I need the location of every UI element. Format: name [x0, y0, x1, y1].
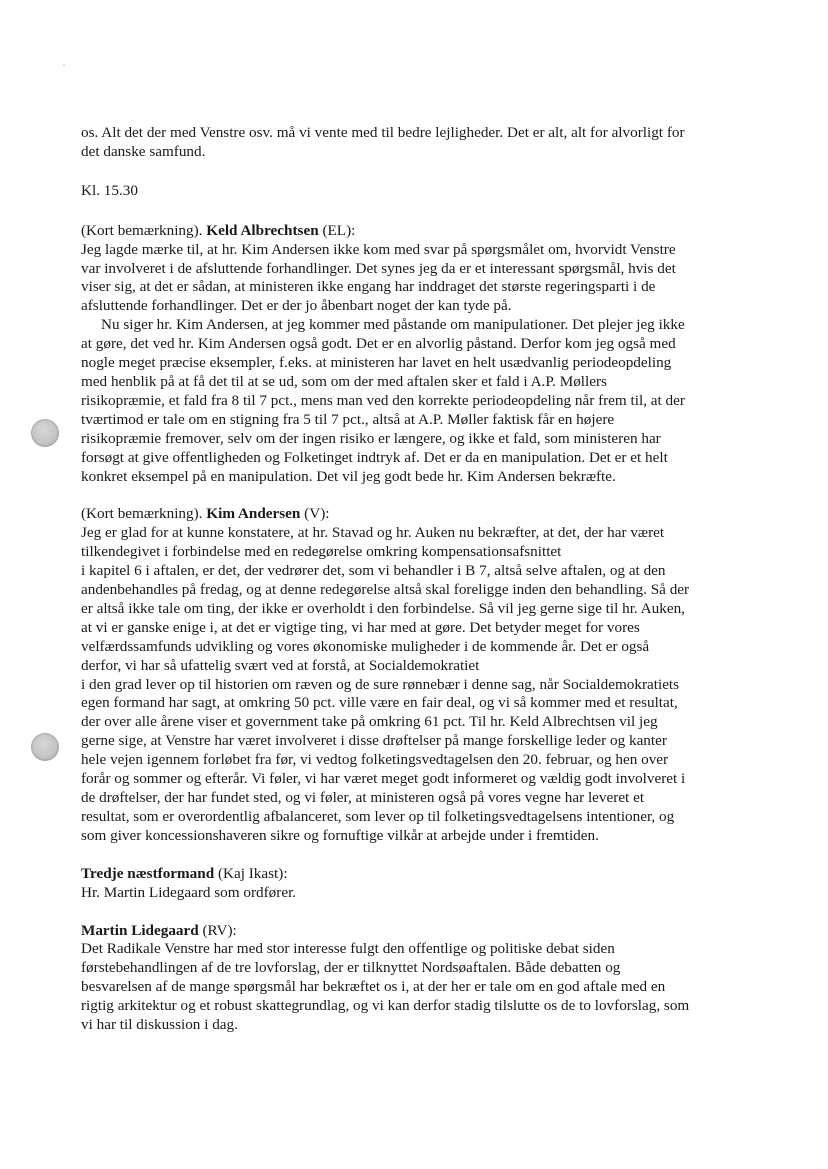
- punch-hole: [31, 733, 59, 761]
- speaker-name: Kim Andersen: [206, 505, 301, 523]
- text-line: velfærdssamfunds udvikling og vores økonomiske muligheder i de kommende år. Det er også: [81, 637, 650, 655]
- text-line: Nu siger hr. Kim Andersen, at jeg kommer med påstande om manipulationer. Det plejer jeg ikke: [101, 316, 685, 334]
- text-line: Jeg er glad for at kunne konstatere, at hr. Stavad og hr. Auken nu bekræfter, at det, der har været: [81, 524, 665, 542]
- punch-hole: [31, 419, 59, 447]
- text-line: os. Alt det der med Venstre osv. må vi vente med til bedre lejligheder. Det er alt, alt for alvorligt for: [81, 124, 685, 141]
- speaker-party: (EL):: [318, 221, 356, 239]
- text-line: nogle meget præcise eksempler, f.eks. at ministeren har lavet en helt usædvanlig periodeopdeling: [81, 354, 672, 372]
- text-line: de drøftelser, der har fundet sted, og vi føler, at ministeren også på vores vegne har leveret et: [81, 789, 645, 806]
- text-line: vi har til diskussion i dag.: [81, 1016, 238, 1034]
- text-line: gerne sige, at Venstre har været involveret i disse drøftelser på mange forskellige leder og kanter: [81, 732, 667, 750]
- scan-speck: [63, 64, 65, 66]
- remark-prefix: (Kort bemærkning).: [81, 221, 207, 239]
- speaker-party: (V):: [300, 505, 330, 523]
- text-line: der over alle årene viser et government take på omkring 61 pct. Til hr. Keld Albrechtsen vil jeg: [81, 713, 658, 731]
- text-line: Hr. Martin Lidegaard som ordfører.: [81, 883, 297, 901]
- text-line: andenbehandles på fredag, og at denne redegørelse altså skal foreligge inden den behandling. Så der: [81, 581, 690, 599]
- text-line: hele vejen igennem forløbet fra før, vi vedtog folketingsvedtagelsen den 20. februar, og hen over: [81, 751, 669, 769]
- text-line: derfor, vi har så ufattelig svært ved at forstå, at Socialdemokratiet: [81, 656, 480, 674]
- text-line: Det Radikale Venstre har med stor interesse fulgt den offentlige og politiske debat siden: [81, 940, 615, 958]
- text-line: Jeg lagde mærke til, at hr. Kim Andersen ikke kom med svar på spørgsmålet om, hvorvidt Venstre: [81, 240, 676, 258]
- text-line: førstebehandlingen af de tre lovforslag, der er tilknyttet Nordsøaftalen. Både debatten og: [81, 959, 621, 977]
- text-line: egen formand har sagt, at omkring 50 pct. ville være en fair deal, og vi så kommer med et resultat,: [81, 694, 678, 712]
- text-line: afsluttende forhandlinger. Det er der jo åbenbart noget der kan tyde på.: [81, 297, 512, 315]
- text-line: at gøre, det ved hr. Kim Andersen også godt. Det er en alvorlig påstand. Derfor kom jeg også med: [81, 335, 676, 353]
- speaker-name: Martin Lidegaard: [81, 921, 199, 939]
- remark-prefix: (Kort bemærkning).: [81, 505, 207, 523]
- text-line: besvarelsen af de mange spørgsmål har bekræftet os i, at der her er tale om en god aftale med en: [81, 978, 666, 996]
- text-line: er altså ikke tale om ting, der ikke er overholdt i den forbindelse. Så vil jeg gerne sige til hr. Auken,: [81, 599, 685, 617]
- text-line: risikopræmie, et fald fra 8 til 7 pct., mens man ved den korrekte periodeopdeling når frem til, at der: [81, 391, 685, 409]
- text-line: resultat, som er overordentlig afbalanceret, som lever op til folketingsvedtagelsens intentioner, og: [81, 807, 675, 825]
- speaker-heading: [81, 865, 761, 884]
- time-stamp: Kl. 15.30: [81, 181, 138, 199]
- text-line: viser sig, at det er sådan, at ministeren ikke engang har inddraget det største regeringsparti i de: [81, 278, 656, 296]
- text-line: forsøgt at give offentligheden og Folketinget indtryk af. Det er da en manipulation. Det er et helt: [81, 448, 668, 466]
- text-line: som giver koncessionshaveren sikre og fornuftige vilkår at arbejde under i fremtiden.: [81, 826, 599, 844]
- speaker-name: Keld Albrechtsen: [206, 221, 319, 239]
- text-line: rigtig arkitektur og et robust skattegrundlag, og vi kan derfor stadig tilslutte os de to lovforslag, som: [81, 997, 690, 1015]
- speaker-heading: [81, 922, 761, 941]
- text-line: at vi er ganske enige i, at det er vigtige ting, vi har med at gøre. Det betyder meget for vores: [81, 618, 640, 636]
- speaker-heading: [81, 505, 761, 524]
- speaker-party: (RV):: [198, 921, 237, 939]
- text-line: det danske samfund.: [81, 142, 206, 160]
- text-line: tværtimod er tale om en stigning fra 5 til 7 pct., altså at A.P. Møller faktisk får en højere: [81, 410, 615, 428]
- text-line: risikopræmie fremover, selv om der ingen risiko er længere, og ikke et fald, som ministeren har: [81, 429, 661, 447]
- text-line: konkret eksempel på en manipulation. Det vil jeg godt bede hr. Kim Andersen bekræfte.: [81, 467, 616, 485]
- transcript-body: [81, 124, 761, 1035]
- text-line: med henblik på at få det til at se ud, som om der med aftalen sker et fald i A.P. Møllers: [81, 372, 607, 390]
- text-line: var involveret i de afsluttende forhandlinger. Det synes jeg da er et interessant spørgsmål, hvis det: [81, 259, 676, 277]
- text-line: forår og sommer og efterår. Vi føler, vi har været meget godt informeret og vældig godt involveret i: [81, 770, 686, 788]
- text-line: i kapitel 6 i aftalen, er det, der vedrører det, som vi behandler i B 7, altså selve aftalen, og at den: [81, 562, 666, 580]
- speaker-name: Tredje næstformand: [81, 864, 215, 882]
- text-line: tilkendegivet i forbindelse med en redegørelse omkring kompensationsafsnittet: [81, 543, 562, 561]
- text-line: i den grad lever op til historien om ræven og de sure rønnebær i denne sag, når Socialdemokratiets: [81, 675, 680, 693]
- speaker-heading: [81, 222, 761, 241]
- speaker-party: (Kaj Ikast):: [214, 864, 288, 882]
